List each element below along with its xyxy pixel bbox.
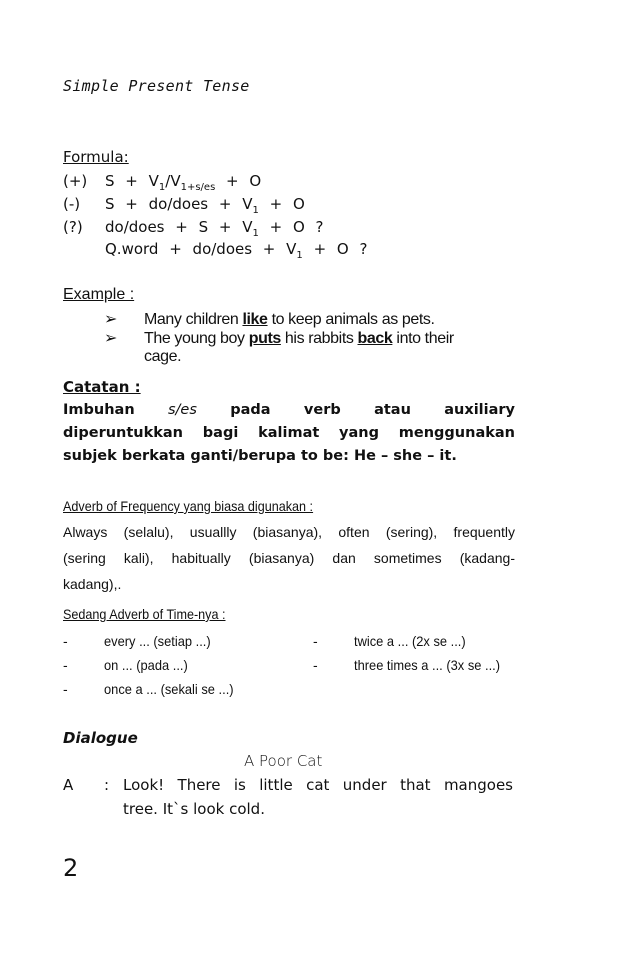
catatan-label: Catatan : xyxy=(63,378,141,396)
list-dash: - xyxy=(63,681,68,697)
formula-expression: do/does + $S + V_1 + O$ ? xyxy=(105,218,324,239)
example-verb: like xyxy=(242,311,268,328)
adverb-frequency-line: Always (selalu), usuallly (biasanya), often (sering), frequently xyxy=(63,524,515,540)
list-item: on ... (pada ...) xyxy=(104,657,188,673)
formula-row-wh-question xyxy=(63,240,367,261)
formula-expression: Q.word + do/does + $V_1 + O$ ? xyxy=(105,240,368,261)
speaker-colon: : xyxy=(104,776,110,794)
example-verb: puts xyxy=(248,330,281,347)
example-text: his rabbits xyxy=(280,330,358,347)
arrow-bullet-icon: ➢ xyxy=(104,330,118,347)
formula-row-positive xyxy=(63,172,261,193)
formula-expression: $S + V_1/V_{1+s/es} + O$ xyxy=(105,172,262,193)
list-dash: - xyxy=(63,657,68,673)
example-label: Example : xyxy=(63,286,135,303)
list-item: every ... (setiap ...) xyxy=(104,633,211,649)
adverb-frequency-line: (sering kali), habitually (biasanya) dan sometimes (kadang- xyxy=(63,550,515,566)
example-text: into their xyxy=(392,330,454,347)
example-text: Many children xyxy=(144,311,243,328)
list-item: once a ... (sekali se ...) xyxy=(104,681,234,697)
story-title: A Poor Cat xyxy=(244,752,323,770)
example-item xyxy=(104,309,435,329)
catatan-text: Imbuhan xyxy=(63,402,168,418)
formula-sign: (+) xyxy=(63,172,88,190)
adverb-frequency-line: kadang),. xyxy=(63,576,122,592)
catatan-suffix: s/es xyxy=(167,402,197,418)
catatan-line: subjek berkata ganti/berupa to be: He – she – it. xyxy=(63,448,457,464)
list-item: three times a ... (3x se ...) xyxy=(354,657,501,673)
page-number: 2 xyxy=(63,854,79,882)
catatan-line: diperuntukkan bagi kalimat yang menggunakan xyxy=(63,425,515,441)
catatan-text: pada verb atau auxiliary xyxy=(196,402,515,418)
dialogue-line: Look! There is little cat under that mangoes xyxy=(123,776,513,794)
speaker-label: A xyxy=(63,776,74,794)
adverb-frequency-label: Adverb of Frequency yang biasa digunakan : xyxy=(63,498,314,514)
page-title: Simple Present Tense xyxy=(63,77,250,95)
example-continuation: cage. xyxy=(144,348,182,365)
list-dash: - xyxy=(313,657,318,673)
formula-label: Formula: xyxy=(63,148,129,166)
formula-expression: S + do/does + $V_1 + O$ xyxy=(105,195,305,216)
formula-row-question xyxy=(63,218,324,239)
catatan-line xyxy=(63,402,515,418)
formula-sign: (-) xyxy=(63,195,81,213)
list-item: twice a ... (2x se ...) xyxy=(354,633,466,649)
formula-row-negative xyxy=(63,195,305,216)
formula-sign: (?) xyxy=(63,218,83,236)
arrow-bullet-icon: ➢ xyxy=(104,311,118,328)
example-text: The young boy xyxy=(144,330,249,347)
adverb-time-label: Sedang Adverb of Time-nya : xyxy=(63,606,226,622)
example-text: to keep animals as pets. xyxy=(267,311,435,328)
example-item xyxy=(104,328,454,348)
dialogue-line: tree. It`s look cold. xyxy=(123,800,265,818)
example-particle: back xyxy=(357,330,393,347)
list-dash: - xyxy=(63,633,68,649)
list-dash: - xyxy=(313,633,318,649)
dialogue-label: Dialogue xyxy=(63,729,138,747)
